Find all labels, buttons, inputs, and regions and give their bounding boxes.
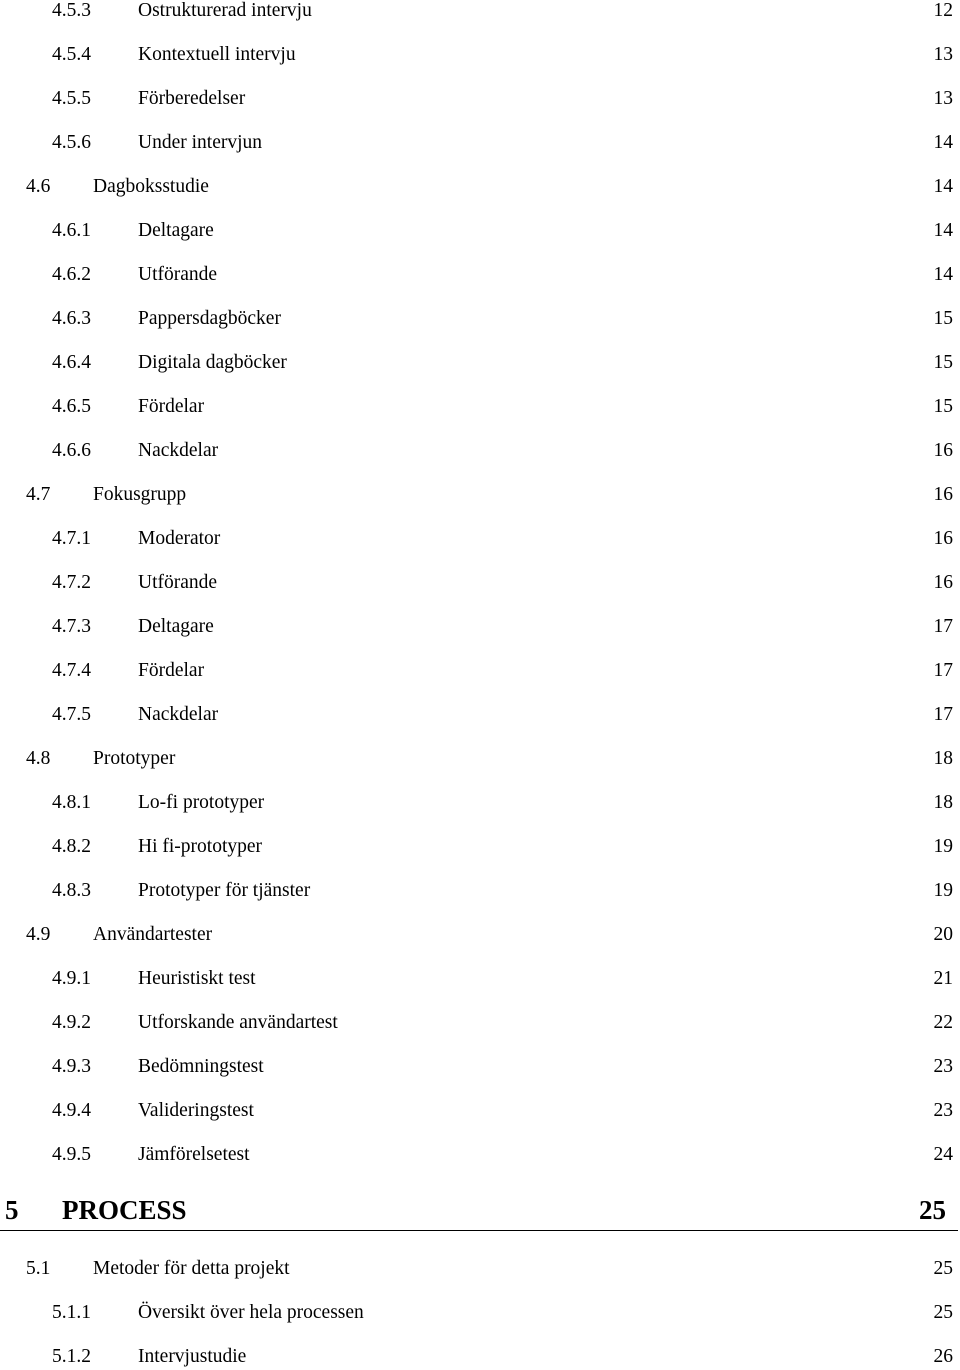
toc-entry-page-number: 13 [933,88,953,109]
toc-entry-number: 5.1.1 [52,1302,91,1323]
toc-entry-page-number: 17 [933,704,953,725]
toc-entry [0,483,960,507]
toc-entry-title: Prototyper för tjänster [138,880,311,901]
toc-entry-title: Under intervjun [138,132,263,153]
toc-entry-title: Deltagare [138,220,214,241]
toc-entry-title: Utförande [138,264,218,285]
toc-entry-number: 4.6.2 [52,264,91,285]
toc-entry-title: Utförande [138,572,218,593]
toc-entry-page-number: 15 [933,308,953,329]
toc-entry-page-number: 12 [933,0,953,21]
toc-entry-number: 4.6.3 [52,308,91,329]
toc-entry-page-number: 17 [933,660,953,681]
toc-entry [0,1055,960,1079]
toc-entry-title: PROCESS [62,1195,187,1225]
toc-entry [0,1143,960,1167]
toc-entry [0,1257,960,1281]
toc-entry [0,0,960,23]
toc-entry-page-number: 15 [933,396,953,417]
toc-entry-number: 4.8.1 [52,792,91,813]
toc-entry-number: 4.6.5 [52,396,91,417]
toc-entry-title: Fördelar [138,660,205,681]
toc-entry-title: Intervjustudie [138,1346,247,1367]
toc-entry-number: 4.8 [26,748,51,769]
toc-entry-number: 4.5.6 [52,132,91,153]
toc-entry-title: Prototyper [93,748,176,769]
toc-entry-page-number: 23 [933,1056,953,1077]
toc-entry-page-number: 23 [933,1100,953,1121]
toc-entry [0,1011,960,1035]
toc-entry-title: Utforskande användartest [138,1012,338,1033]
toc-entry-title: Lo-fi prototyper [138,792,265,813]
toc-entry-number: 4.6.6 [52,440,91,461]
toc-entry-page-number: 16 [933,484,953,505]
toc-entry [0,923,960,947]
toc-entry-title: Bedömningstest [138,1056,264,1077]
toc-entry [0,219,960,243]
toc-entry-number: 4.5.4 [52,44,91,65]
toc-entry [0,439,960,463]
toc-entry-number: 4.7.5 [52,704,91,725]
toc-entry-number: 5 [5,1195,19,1225]
toc-entry-number: 4.9 [26,924,51,945]
toc-entry [0,659,960,683]
toc-entry-number: 4.7.1 [52,528,91,549]
toc-entry-page-number: 19 [933,880,953,901]
toc-entry [0,131,960,155]
toc-entry [0,571,960,595]
toc-entry-page-number: 14 [933,220,953,241]
toc-entry-page-number: 22 [933,1012,953,1033]
toc-entry-number: 4.9.5 [52,1144,91,1165]
toc-entry-title: Förberedelser [138,88,246,109]
toc-entry [0,87,960,111]
toc-entry [0,835,960,859]
toc-entry [0,43,960,67]
toc-entry [0,615,960,639]
toc-entry-number: 4.9.4 [52,1100,91,1121]
toc-entry-number: 4.8.2 [52,836,91,857]
toc-entry-number: 4.9.1 [52,968,91,989]
toc-entry-page-number: 16 [933,440,953,461]
toc-entry-title: Användartester [93,924,213,945]
toc-entry-number: 4.7.2 [52,572,91,593]
toc-entry-page-number: 15 [933,352,953,373]
toc-entry [0,879,960,903]
toc-entry-number: 4.6 [26,176,51,197]
toc-entry-page-number: 25 [933,1302,953,1323]
toc-entry-title: Nackdelar [138,440,219,461]
toc-entry-title: Jämförelsetest [138,1144,250,1165]
toc-entry-number: 4.6.1 [52,220,91,241]
toc-entry [0,967,960,991]
toc-entry [0,791,960,815]
toc-entry-title: Heuristiskt test [138,968,256,989]
toc-entry-title: Digitala dagböcker [138,352,287,373]
toc-entry-title: Hi fi-prototyper [138,836,263,857]
toc-entry-title: Dagboksstudie [93,176,209,197]
toc-entry [0,747,960,771]
toc-entry-page-number: 24 [933,1144,953,1165]
toc-entry-title: Metoder för detta projekt [93,1258,290,1279]
toc-entry-title: Pappersdagböcker [138,308,281,329]
toc-entry-title: Deltagare [138,616,214,637]
toc-entry-number: 5.1 [26,1258,51,1279]
toc-entry-title: Moderator [138,528,221,549]
toc-entry-page-number: 20 [933,924,953,945]
toc-entry-number: 4.7.4 [52,660,91,681]
toc-entry-page-number: 17 [933,616,953,637]
toc-entry-title: Kontextuell intervju [138,44,296,65]
toc-entry-page-number: 18 [933,748,953,769]
toc-entry-number: 4.6.4 [52,352,91,373]
toc-entry-page-number: 16 [933,572,953,593]
toc-entry-number: 4.9.3 [52,1056,91,1077]
toc-entry-title: Översikt över hela processen [138,1302,364,1323]
toc-entry-page-number: 26 [933,1346,953,1367]
toc-entry-page-number: 19 [933,836,953,857]
toc-entry-page-number: 25 [919,1195,946,1225]
toc-entry-number: 4.9.2 [52,1012,91,1033]
toc-entry [0,1301,960,1325]
toc-chapter-entry [0,1194,960,1226]
toc-entry [0,351,960,375]
toc-entry-number: 4.7 [26,484,51,505]
toc-entry-page-number: 14 [933,132,953,153]
toc-entry-title: Fördelar [138,396,205,417]
toc-entry [0,1345,960,1369]
toc-entry-title: Nackdelar [138,704,219,725]
toc-entry [0,263,960,287]
toc-entry-page-number: 14 [933,264,953,285]
toc-entry-page-number: 14 [933,176,953,197]
toc-entry-page-number: 25 [933,1258,953,1279]
toc-entry [0,1099,960,1123]
toc-entry-page-number: 21 [933,968,953,989]
toc-entry-number: 4.7.3 [52,616,91,637]
toc-entry-number: 5.1.2 [52,1346,91,1367]
toc-entry [0,307,960,331]
chapter-underline-rule [0,1230,958,1231]
toc-entry-title: Valideringstest [138,1100,254,1121]
toc-entry [0,703,960,727]
toc-entry-number: 4.5.3 [52,0,91,21]
toc-entry-title: Fokusgrupp [93,484,187,505]
toc-entry-page-number: 16 [933,528,953,549]
toc-entry-title: Ostrukturerad intervju [138,0,312,21]
toc-entry [0,175,960,199]
toc-entry [0,395,960,419]
toc-entry-page-number: 13 [933,44,953,65]
toc-entry-number: 4.5.5 [52,88,91,109]
toc-entry-page-number: 18 [933,792,953,813]
toc-entry-number: 4.8.3 [52,880,91,901]
toc-entry [0,527,960,551]
